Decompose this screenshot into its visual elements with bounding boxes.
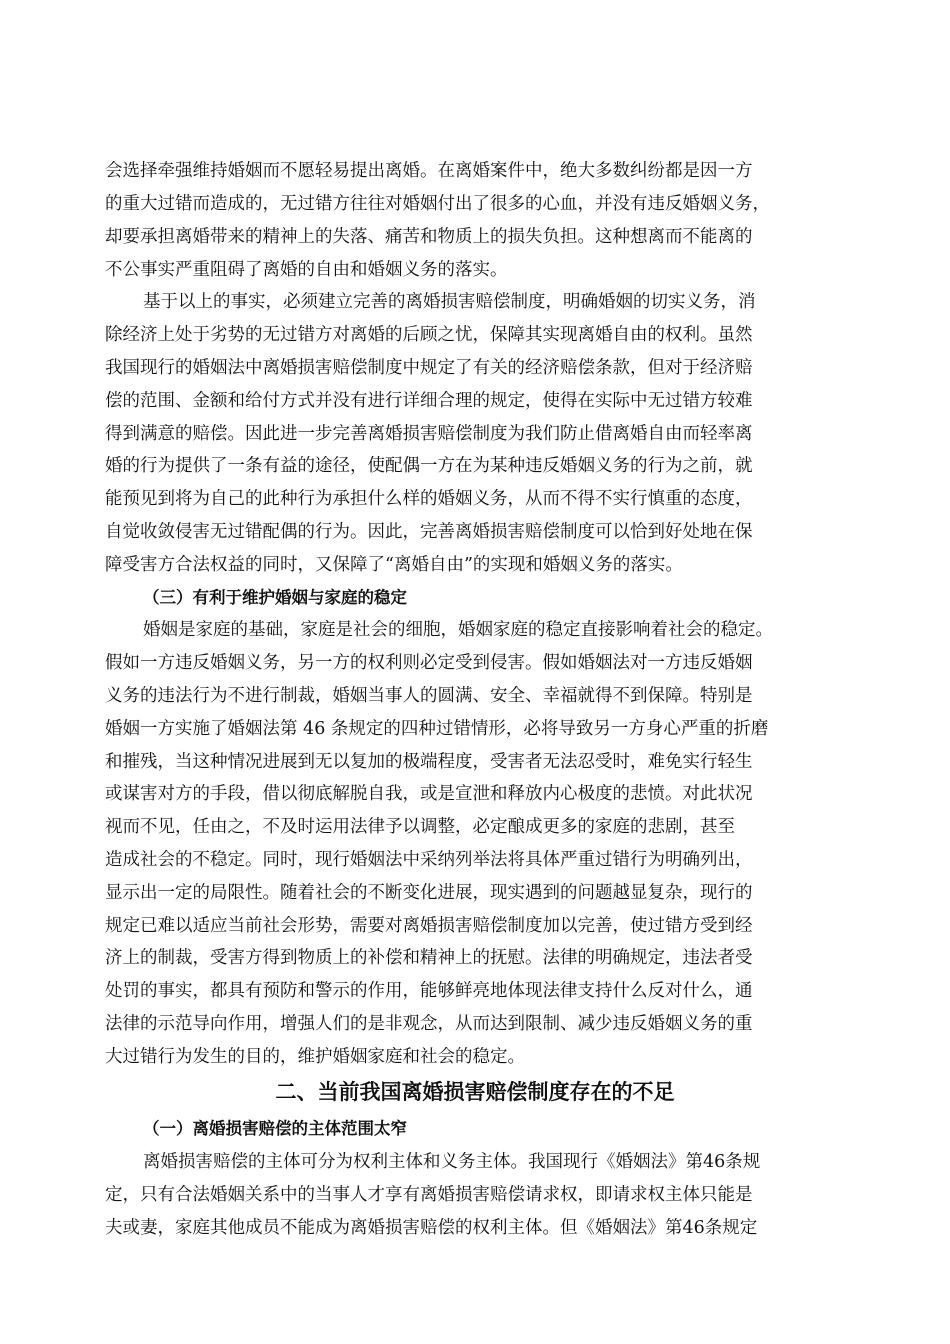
paragraph-line: 我国现行的婚姻法中离婚损害赔偿制度中规定了有关的经济赔偿条款，但对于经济赔 xyxy=(105,358,753,378)
paragraph-line: 婚的行为提供了一条有益的途径，使配偶一方在为某种违反婚姻义务的行为之前，就 xyxy=(105,456,753,476)
paragraph-line: 能预见到将为自己的此种行为承担什么样的婚姻义务，从而不得不实行慎重的态度， xyxy=(105,489,753,509)
paragraph-line: 除经济上处于劣势的无过错方对离婚的后顾之忧，保障其实现离婚自由的权利。虽然 xyxy=(105,325,753,345)
paragraph-line: 处罚的事实，都具有预防和警示的作用，能够鲜亮地体现法律支持什么反对什么，通 xyxy=(105,981,753,1001)
paragraph-line: 偿的范围、金额和给付方式并没有进行详细合理的规定，使得在实际中无过错方较难 xyxy=(105,391,753,411)
paragraph-line: 障受害方合法权益的同时，又保障了“离婚自由”的实现和婚姻义务的落实。 xyxy=(105,555,683,575)
subheading: （三）有利于维护婚姻与家庭的稳定 xyxy=(143,588,407,607)
paragraph-line: 造成社会的不稳定。同时，现行婚姻法中采纳列举法将具体严重过错行为明确列出， xyxy=(105,850,753,870)
paragraph-line: 得到满意的赔偿。因此进一步完善离婚损害赔偿制度为我们防止借离婚自由而轻率离 xyxy=(105,424,753,444)
paragraph-line: 假如一方违反婚姻义务，另一方的权利则必定受到侵害。假如婚姻法对一方违反婚姻 xyxy=(105,653,753,673)
paragraph-line: 会选择牵强维持婚姻而不愿轻易提出离婚。在离婚案件中，绝大多数纠纷都是因一方 xyxy=(105,161,753,181)
paragraph-line: 自觉收敛侵害无过错配偶的行为。因此，完善离婚损害赔偿制度可以恰到好处地在保 xyxy=(105,522,753,542)
paragraph-line: 夫或妻，家庭其他成员不能成为离婚损害赔偿的权利主体。但《婚姻法》第46条规定 xyxy=(105,1218,758,1238)
paragraph-line: 基于以上的事实，必须建立完善的离婚损害赔偿制度，明确婚姻的切实义务，消 xyxy=(143,292,756,312)
paragraph-line: 离婚损害赔偿的主体可分为权利主体和义务主体。我国现行《婚姻法》第46条规 xyxy=(143,1152,761,1172)
paragraph-line: 法律的示范导向作用，增强人们的是非观念，从而达到限制、减少违反婚姻义务的重 xyxy=(105,1014,753,1034)
section-title: 二、当前我国离婚损害赔偿制度存在的不足 xyxy=(275,1080,675,1104)
paragraph-line: 和摧残，当这种情况进展到无以复加的极端程度，受害者无法忍受时，难免实行轻生 xyxy=(105,752,753,772)
paragraph-line: 或谋害对方的手段，借以彻底解脱自我，或是宣泄和释放内心极度的悲愤。对此状况 xyxy=(105,784,753,804)
paragraph-line: 大过错行为发生的目的，维护婚姻家庭和社会的稳定。 xyxy=(105,1047,525,1067)
paragraph-line: 显示出一定的局限性。随着社会的不断变化进展，现实遇到的问题越显复杂，现行的 xyxy=(105,883,753,903)
paragraph-line: 义务的违法行为不进行制裁，婚姻当事人的圆满、安全、幸福就得不到保障。特别是 xyxy=(105,686,753,706)
paragraph-line: 却要承担离婚带来的精神上的失落、痛苦和物质上的损失负担。这种想离而不能离的 xyxy=(105,227,753,247)
paragraph-line: 济上的制裁，受害方得到物质上的补偿和精神上的抚慰。法律的明确规定，违法者受 xyxy=(105,948,753,968)
paragraph-line: 视而不见，任由之，不及时运用法律予以调整，必定酿成更多的家庭的悲剧，甚至 xyxy=(105,817,735,837)
paragraph-line: 规定已难以适应当前社会形势，需要对离婚损害赔偿制度加以完善，使过错方受到经 xyxy=(105,916,753,936)
subheading: （一）离婚损害赔偿的主体范围太窄 xyxy=(143,1119,407,1138)
paragraph-line: 婚姻一方实施了婚姻法第 46 条规定的四种过错情形，必将导致另一方身心严重的折磨 xyxy=(105,719,769,739)
paragraph-line: 婚姻是家庭的基础，家庭是社会的细胞，婚姻家庭的稳定直接影响着社会的稳定。 xyxy=(143,620,773,640)
paragraph-line: 定，只有合法婚姻关系中的当事人才享有离婚损害赔偿请求权，即请求权主体只能是 xyxy=(105,1185,753,1205)
paragraph-line: 的重大过错而造成的，无过错方往往对婚姻付出了很多的心血，并没有违反婚姻义务， xyxy=(105,194,770,214)
paragraph-line: 不公事实严重阻碍了离婚的自由和婚姻义务的落实。 xyxy=(105,260,508,280)
